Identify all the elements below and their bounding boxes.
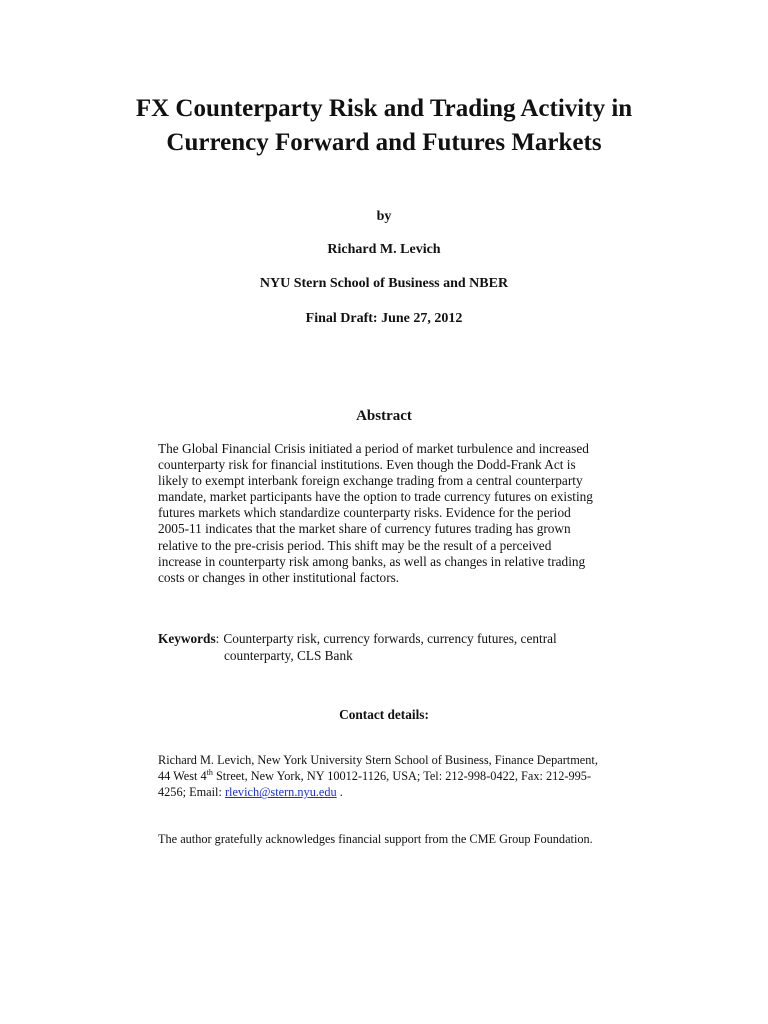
ordinal-superscript: th bbox=[206, 768, 213, 778]
contact-line-3 bbox=[158, 784, 610, 800]
keywords-colon: : bbox=[215, 631, 220, 646]
contact-address-part-1: 44 West 4 bbox=[158, 769, 207, 784]
contact-details bbox=[158, 752, 610, 801]
contact-heading: Contact details: bbox=[339, 707, 429, 722]
abstract-line: increase in counterparty risk among banks, as well as changes in relative trading bbox=[158, 553, 586, 569]
contact-line-end: . bbox=[336, 785, 343, 800]
abstract-line: The Global Financial Crisis initiated a period of market turbulence and increased bbox=[158, 441, 589, 456]
contact-line-2 bbox=[158, 768, 610, 784]
paper-title-line-1: FX Counterparty Risk and Trading Activity in bbox=[135, 95, 633, 122]
keywords-section bbox=[158, 631, 610, 664]
abstract-line: mandate, market participants have the option to trade currency futures on existing bbox=[158, 489, 593, 505]
paper-title bbox=[0, 92, 768, 160]
keywords-text-line-2: counterparty, CLS Bank bbox=[224, 647, 353, 663]
abstract-line: relative to the pre-crisis period. This shift may be the result of a perceived bbox=[158, 537, 552, 553]
keywords-text-line-1: Counterparty risk, currency forwards, currency futures, central bbox=[223, 631, 557, 646]
author-affiliation: NYU Stern School of Business and NBER bbox=[259, 276, 509, 291]
abstract-body bbox=[158, 441, 610, 586]
abstract-heading: Abstract bbox=[356, 408, 412, 424]
contact-line-1: Richard M. Levich, New York University Stern School of Business, Finance Department, bbox=[158, 753, 598, 767]
abstract-line: likely to exempt interbank foreign exchange trading from a central counterparty bbox=[158, 473, 583, 489]
draft-date: Final Draft: June 27, 2012 bbox=[305, 311, 463, 326]
abstract-line: 2005-11 indicates that the market share of currency futures trading has grown bbox=[158, 521, 571, 537]
abstract-line: counterparty risk for financial institutions. Even though the Dodd-Frank Act is bbox=[158, 457, 576, 473]
acknowledgement: The author gratefully acknowledges financial support from the CME Group Foundation. bbox=[158, 832, 593, 846]
byline: by bbox=[376, 209, 392, 224]
paper-title-line-2: Currency Forward and Futures Markets bbox=[166, 129, 602, 156]
contact-fax-email-label: 4256; Email: bbox=[158, 785, 225, 800]
author-name: Richard M. Levich bbox=[327, 242, 441, 257]
abstract-line: futures markets which standardize counterparty risks. Evidence for the period bbox=[158, 505, 571, 521]
abstract-line: costs or changes in other institutional factors. bbox=[158, 569, 400, 585]
contact-address-part-2: Street, New York, NY 10012-1126, USA; Tel: 212-998-0422, Fax: 212-995- bbox=[212, 769, 592, 784]
email-link[interactable]: rlevich@stern.nyu.edu bbox=[224, 785, 337, 800]
keywords-label: Keywords bbox=[158, 631, 216, 646]
